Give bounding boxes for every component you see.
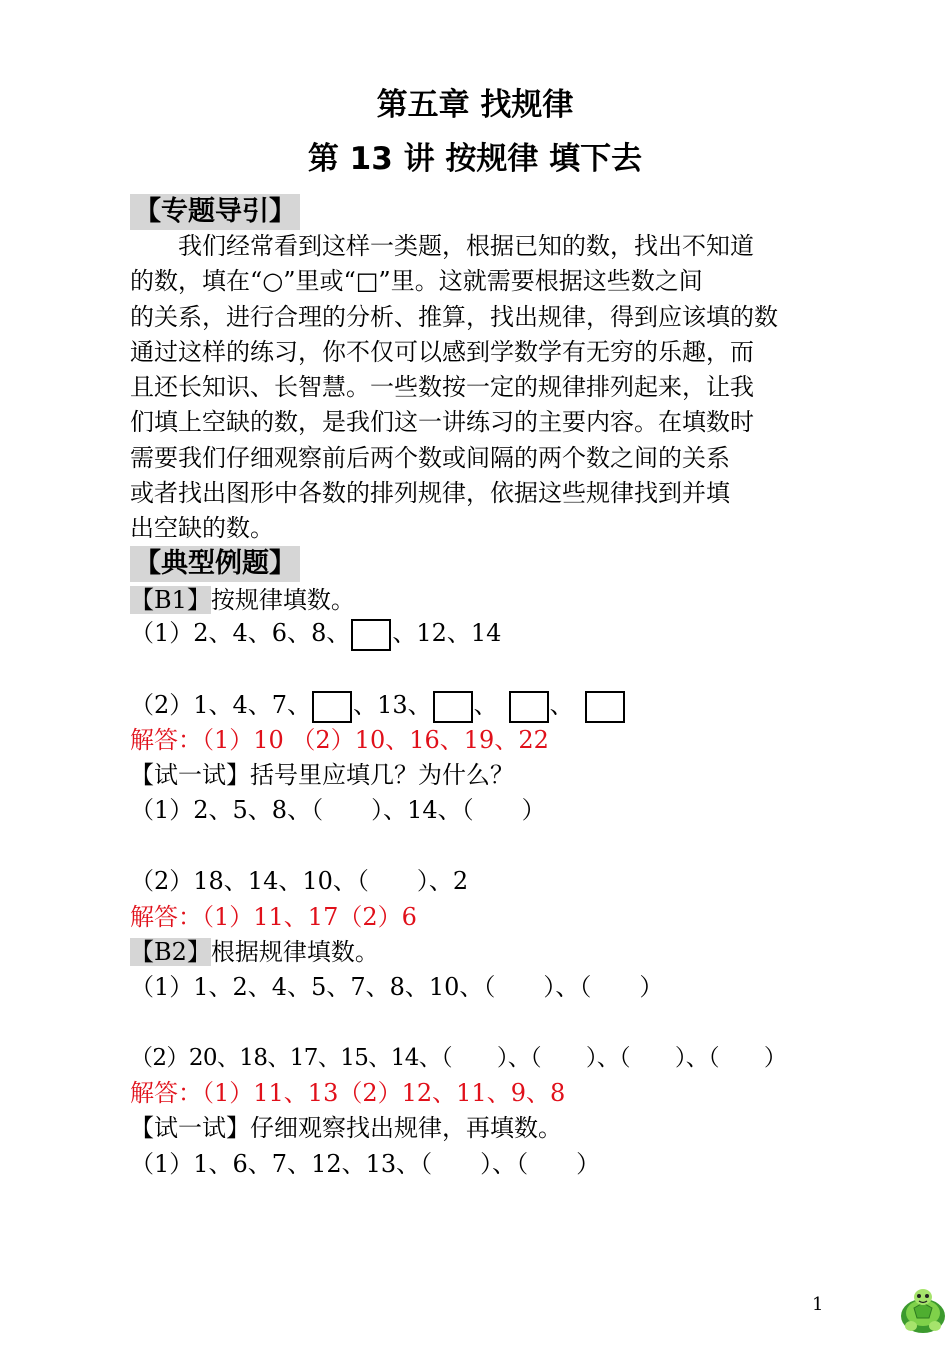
b1-tag: 【B1】 xyxy=(130,586,211,614)
b2-prompt-text: 根据规律填数。 xyxy=(210,938,379,966)
turtle-logo-icon xyxy=(896,1286,950,1338)
chapter-title: 第五章 找规律 xyxy=(376,87,574,123)
intro-line: 的数，填在“○”里或“□”里。这就需要根据这些数之间 xyxy=(130,267,703,296)
b2-question-2: （2）20、18、17、15、14、（ ）、（ ）、（ ）、（ ） xyxy=(130,1045,787,1071)
b1-prompt-text: 按规律填数。 xyxy=(210,586,355,614)
b1-q2-mid2: 、 xyxy=(473,691,498,719)
examples-heading: 【典型例题】 xyxy=(130,546,300,582)
b2-question-1: （1）1、2、4、5、7、8、10、（ ）、（ ） xyxy=(130,973,664,1001)
try2-tag: 【试一试】 xyxy=(130,1114,250,1142)
lecture-title: 第 13 讲 按规律 填下去 xyxy=(307,141,643,177)
try2-prompt xyxy=(130,1113,562,1143)
answer-box[interactable] xyxy=(433,691,473,723)
intro-line: 且还长知识、长智慧。一些数按一定的规律排列起来，让我 xyxy=(130,373,754,402)
b1-q1-post: 、12、14 xyxy=(392,619,502,647)
b2-prompt xyxy=(130,937,379,967)
try2-prompt-text: 仔细观察找出规律，再填数。 xyxy=(250,1114,562,1142)
intro-line: 的关系，进行合理的分析、推算，找出规律，得到应该填的数 xyxy=(130,302,778,331)
intro-paragraph xyxy=(130,229,822,547)
intro-line: 出空缺的数。 xyxy=(130,514,274,543)
b2-answer: 解答：（1）11、13（2）12、11、9、8 xyxy=(130,1079,566,1107)
intro-line: 我们经常看到这样一类题，根据已知的数，找出不知道 xyxy=(178,232,754,260)
b2-tag: 【B2】 xyxy=(130,938,211,966)
b1-q2-mid1: 、13、 xyxy=(353,691,432,719)
answer-box[interactable] xyxy=(312,691,352,723)
b1-question-1 xyxy=(130,618,501,651)
b1-question-2 xyxy=(130,690,626,723)
b1-q2-mid3: 、 xyxy=(549,691,574,719)
try1-answer: 解答：（1）11、17（2）6 xyxy=(130,903,417,931)
try1-prompt-text: 括号里应填几？为什么？ xyxy=(250,761,514,789)
try1-question-1: （1）2、5、8、（ ）、14、（ ） xyxy=(130,796,546,824)
b1-answer: 解答：（1）10 （2）10、16、19、22 xyxy=(130,726,549,754)
try1-question-2: （2）18、14、10、（ ）、2 xyxy=(130,867,469,895)
intro-line: 需要我们仔细观察前后两个数或间隔的两个数之间的关系 xyxy=(130,443,730,472)
intro-heading: 【专题导引】 xyxy=(130,194,300,230)
b1-q2-pre: （2）1、4、7、 xyxy=(130,691,312,719)
b1-prompt xyxy=(130,585,355,615)
answer-box[interactable] xyxy=(509,691,549,723)
answer-box[interactable] xyxy=(585,691,625,723)
intro-line: 或者找出图形中各数的排列规律，依据这些规律找到并填 xyxy=(130,479,730,508)
intro-line: 通过这样的练习，你不仅可以感到学数学有无穷的乐趣，而 xyxy=(130,337,754,366)
page-number: 1 xyxy=(812,1294,824,1315)
answer-box[interactable] xyxy=(351,619,391,651)
try2-question-1: （1）1、6、7、12、13、（ ）、（ ） xyxy=(130,1150,601,1178)
try1-tag: 【试一试】 xyxy=(130,761,250,789)
intro-line: 们填上空缺的数，是我们这一讲练习的主要内容。在填数时 xyxy=(130,408,754,437)
try1-prompt xyxy=(130,760,514,790)
b1-q1-pre: （1）2、4、6、8、 xyxy=(130,619,351,647)
